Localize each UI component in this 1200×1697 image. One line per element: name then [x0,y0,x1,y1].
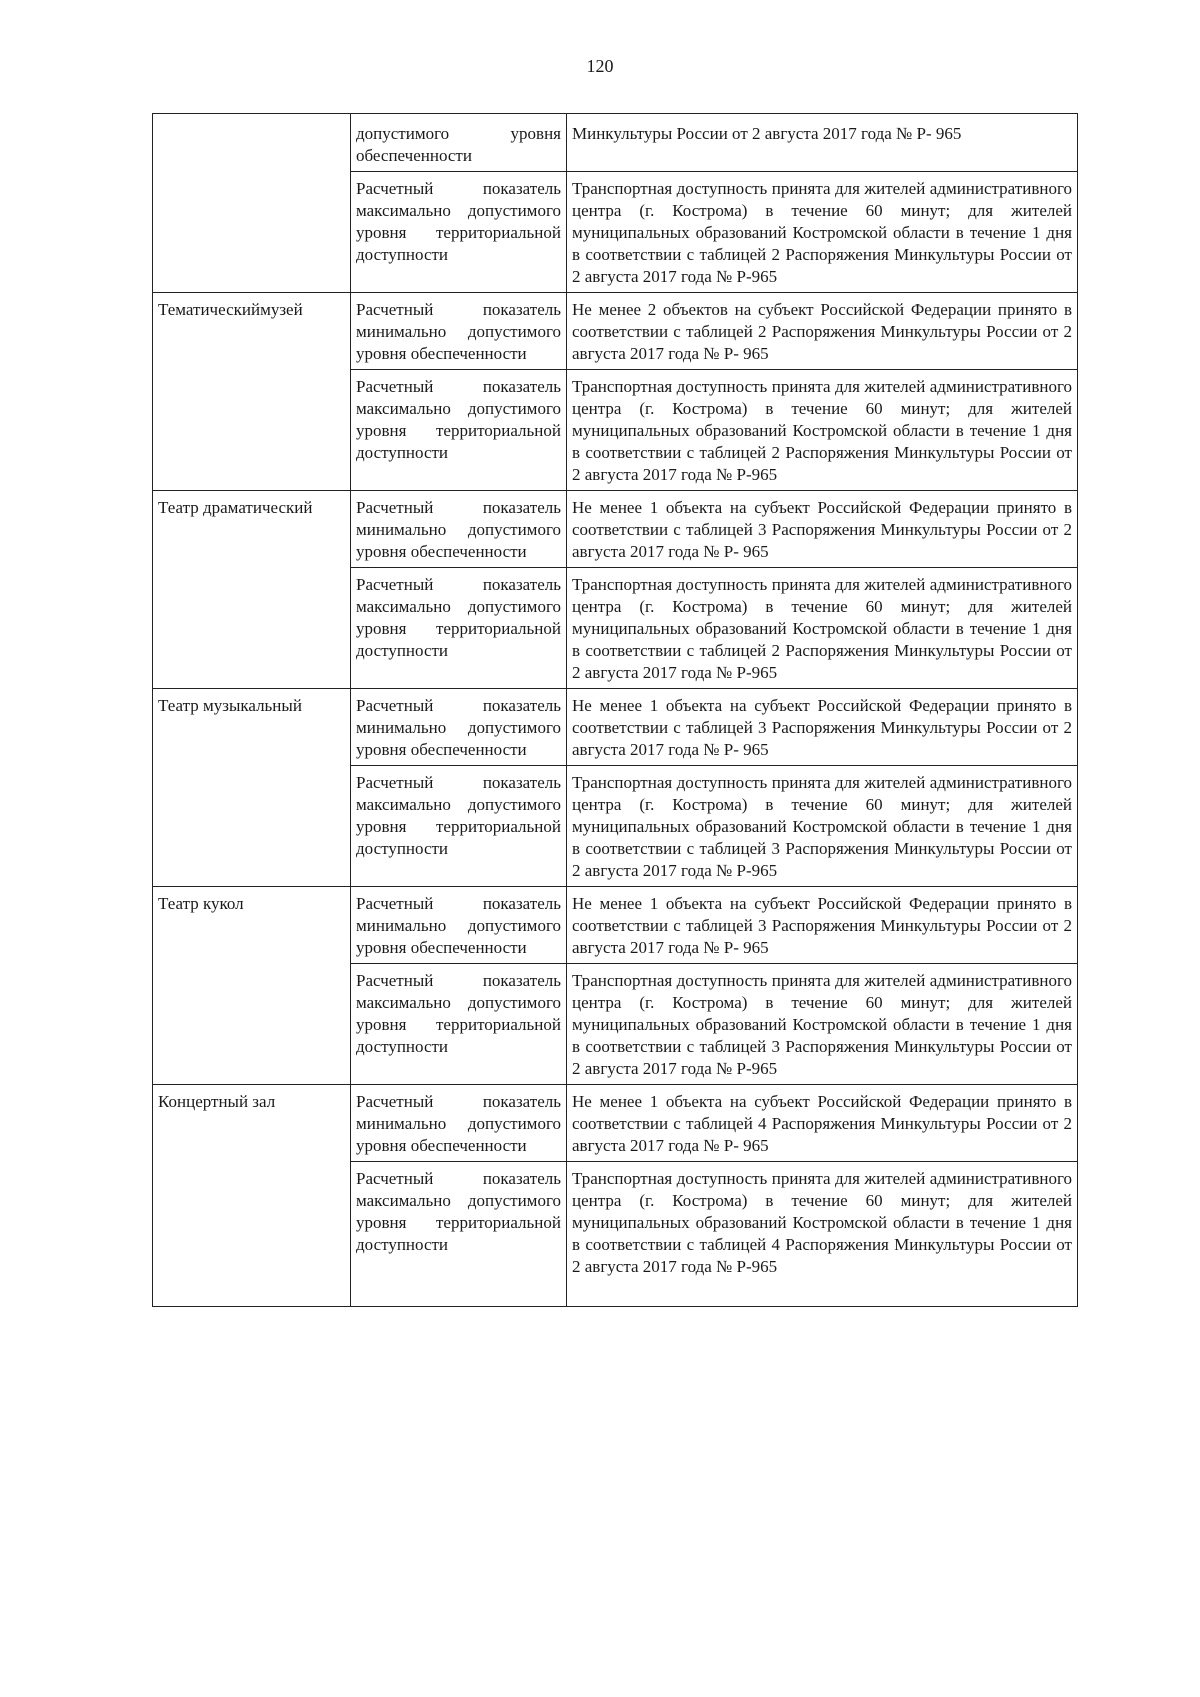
indicator-cell: Расчетный показатель минимально допустимого уровня обеспеченности [351,1085,567,1162]
value-cell: Транспортная доступность принята для жителей административного центра (г. Кострома) в течение 60 минут; для жителей муниципальных образований Костромской области в течение 1 дня в соответствии с таблицей 3 Распоряжения Минкультуры России от 2 августа 2017 года № Р-965 [567,766,1078,887]
value-cell: Транспортная доступность принята для жителей административного центра (г. Кострома) в течение 60 минут; для жителей муниципальных образований Костромской области в течение 1 дня в соответствии с таблицей 3 Распоряжения Минкультуры России от 2 августа 2017 года № Р-965 [567,964,1078,1085]
table-row [153,1085,1078,1162]
table-row [153,114,1078,172]
value-cell: Транспортная доступность принята для жителей административного центра (г. Кострома) в течение 60 минут; для жителей муниципальных образований Костромской области в течение 1 дня в соответствии с таблицей 4 Распоряжения Минкультуры России от 2 августа 2017 года № Р-965 [567,1162,1078,1307]
value-cell: Не менее 1 объекта на субъект Российской Федерации принято в соответствии с таблицей 3 Распоряжения Минкультуры России от 2 августа 2017 года № Р- 965 [567,689,1078,766]
indicator-cell: Расчетный показатель максимально допустимого уровня территориальной доступности [351,370,567,491]
object-cell: Тематическиймузей [153,293,351,491]
indicator-cell: Расчетный показатель минимально допустимого уровня обеспеченности [351,293,567,370]
page-number: 120 [586,56,614,76]
indicator-cell: допустимого уровня обеспеченности [351,114,567,172]
indicator-cell: Расчетный показатель максимально допустимого уровня территориальной доступности [351,172,567,293]
value-cell: Транспортная доступность принята для жителей административного центра (г. Кострома) в течение 60 минут; для жителей муниципальных образований Костромской области в течение 1 дня в соответствии с таблицей 2 Распоряжения Минкультуры России от 2 августа 2017 года № Р-965 [567,568,1078,689]
value-cell: Транспортная доступность принята для жителей административного центра (г. Кострома) в течение 60 минут; для жителей муниципальных образований Костромской области в течение 1 дня в соответствии с таблицей 2 Распоряжения Минкультуры России от 2 августа 2017 года № Р-965 [567,370,1078,491]
table-row [153,689,1078,766]
indicator-cell: Расчетный показатель максимально допустимого уровня территориальной доступности [351,766,567,887]
value-cell: Не менее 2 объектов на субъект Российской Федерации принято в соответствии с таблицей 2 Распоряжения Минкультуры России от 2 августа 2017 года № Р- 965 [567,293,1078,370]
indicator-cell: Расчетный показатель минимально допустимого уровня обеспеченности [351,887,567,964]
object-cell: Театр кукол [153,887,351,1085]
indicator-cell: Расчетный показатель минимально допустимого уровня обеспеченности [351,689,567,766]
value-cell: Не менее 1 объекта на субъект Российской Федерации принято в соответствии с таблицей 4 Распоряжения Минкультуры России от 2 августа 2017 года № Р- 965 [567,1085,1078,1162]
table-row [153,887,1078,964]
indicator-cell: Расчетный показатель максимально допустимого уровня территориальной доступности [351,964,567,1085]
object-cell: Театр музыкальный [153,689,351,887]
object-cell [153,114,351,293]
value-cell: Транспортная доступность принята для жителей административного центра (г. Кострома) в течение 60 минут; для жителей муниципальных образований Костромской области в течение 1 дня в соответствии с таблицей 2 Распоряжения Минкультуры России от 2 августа 2017 года № Р-965 [567,172,1078,293]
object-cell: Театр драматический [153,491,351,689]
value-cell: Минкультуры России от 2 августа 2017 года № Р- 965 [567,114,1078,172]
object-cell: Концертный зал [153,1085,351,1307]
indicator-cell: Расчетный показатель максимально допустимого уровня территориальной доступности [351,568,567,689]
indicator-cell: Расчетный показатель максимально допустимого уровня территориальной доступности [351,1162,567,1307]
value-cell: Не менее 1 объекта на субъект Российской Федерации принято в соответствии с таблицей 3 Распоряжения Минкультуры России от 2 августа 2017 года № Р- 965 [567,491,1078,568]
value-cell: Не менее 1 объекта на субъект Российской Федерации принято в соответствии с таблицей 3 Распоряжения Минкультуры России от 2 августа 2017 года № Р- 965 [567,887,1078,964]
indicator-cell: Расчетный показатель минимально допустимого уровня обеспеченности [351,491,567,568]
table-row [153,293,1078,370]
standards-table [152,113,1078,1307]
table-row [153,491,1078,568]
